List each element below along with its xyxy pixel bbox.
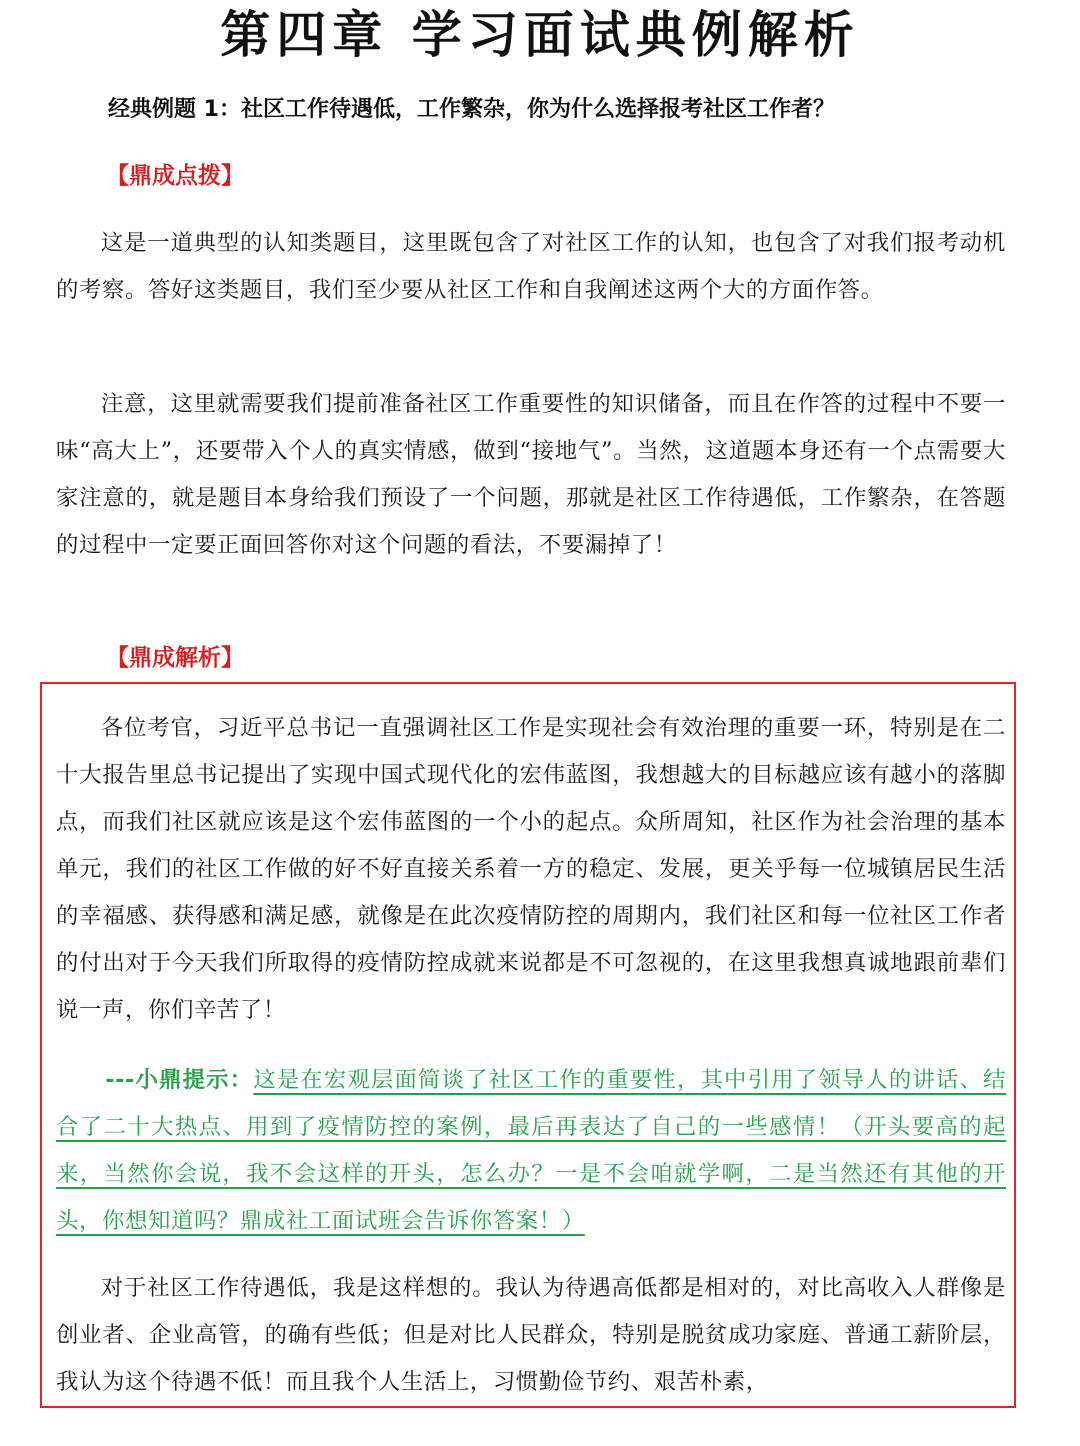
tip-text: 这是在宏观层面简谈了社区工作的重要性，其中引用了领导人的讲话、结合了二十大热点、用到了疫情防控的案例，最后再表达了自己的一些感情！（开头要高的起来，当然你会说，我不会这样的开头，怎么办？一是不会咱就学啊，二是当然还有其他的开头，你想知道吗？鼎成社工面试班会告诉你答案！） <box>56 1067 1007 1234</box>
guidance-paragraph-2: 注意，这里就需要我们提前准备社区工作重要性的知识储备，而且在作答的过程中不要一味“高大上”，还要带入个人的真实情感，做到“接地气”。当然，这道题本身还有一个点需要大家注意的，就是题目本身给我们预设了一个问题，那就是社区工作待遇低，工作繁杂，在答题的过程中一定要正面回答你对这个问题的看法，不要漏掉了！ <box>56 391 1006 558</box>
tip-paragraph <box>56 1057 1006 1245</box>
tip-label: ---小鼎提示： <box>105 1067 254 1093</box>
example-question: 经典例题 1：社区工作待遇低，工作繁杂，你为什么选择报考社区工作者？ <box>108 97 835 122</box>
guidance-label: 【鼎成点拨】 <box>106 163 244 189</box>
guidance-paragraph-1: 这是一道典型的认知类题目，这里既包含了对社区工作的认知，也包含了对我们报考动机的考察。答好这类题目，我们至少要从社区工作和自我阐述这两个大的方面作答。 <box>56 230 1006 303</box>
answer-paragraph-1: 各位考官，习近平总书记一直强调社区工作是实现社会有效治理的重要一环，特别是在二十大报告里总书记提出了实现中国式现代化的宏伟蓝图，我想越大的目标越应该有越小的落脚点，而我们社区就应该是这个宏伟蓝图的一个小的起点。众所周知，社区作为社会治理的基本单元，我们的社区工作做的好不好直接关系着一方的稳定、发展，更关乎每一位城镇居民生活的幸福感、获得感和满足感，就像是在此次疫情防控的周期内，我们社区和每一位社区工作者的付出对于今天我们所取得的疫情防控成就来说都是不可忽视的，在这里我想真诚地跟前辈们说一声，你们辛苦了！ <box>56 715 1006 1023</box>
answer-paragraph-2: 对于社区工作待遇低，我是这样想的。我认为待遇高低都是相对的，对比高收入人群像是创业者、企业高管，的确有些低；但是对比人民群众，特别是脱贫成功家庭、普通工薪阶层，我认为这个待遇不低！而且我个人生活上，习惯勤俭节约、艰苦朴素， <box>56 1275 1006 1395</box>
analysis-label: 【鼎成解析】 <box>106 645 244 671</box>
chapter-title: 第四章 学习面试典例解析 <box>220 6 860 64</box>
